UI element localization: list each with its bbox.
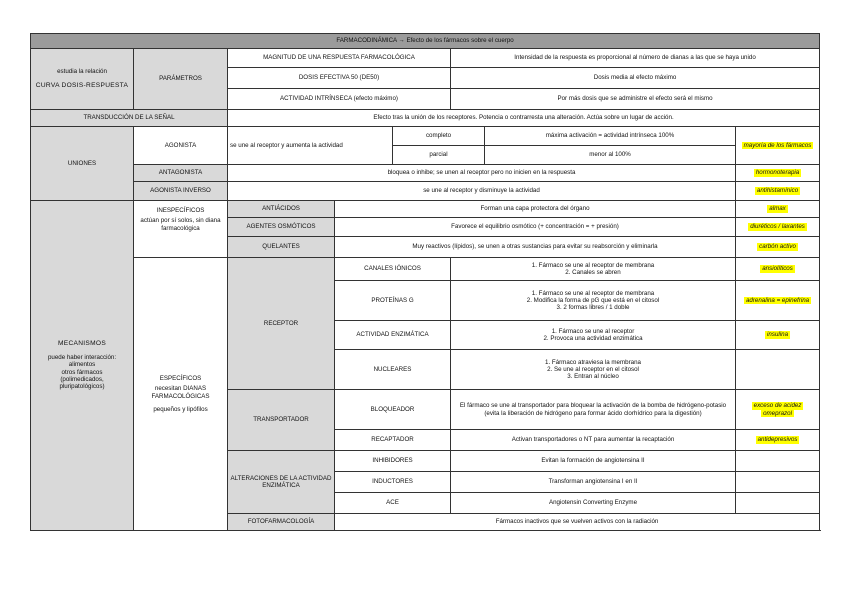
transduction-label: TRANSDUCCIÓN DE LA SEÑAL	[31, 110, 228, 127]
nonspecific-name: ANTIÁCIDOS	[228, 201, 335, 218]
nonspecific-title: INESPECÍFICOS	[156, 207, 205, 214]
enzyme-desc: Angiotensin Converting Enzyme	[451, 493, 736, 514]
receptor-type: NUCLEARES	[335, 350, 451, 390]
param-desc: Por más dosis que se administre el efecto será el mismo	[451, 89, 820, 110]
receptor-example	[736, 258, 820, 281]
agonist-label: AGONISTA	[134, 127, 228, 165]
agonist-sub-name: parcial	[393, 146, 485, 165]
pharmacodynamics-table	[30, 33, 820, 531]
example-highlight: diuréticos / laxantes	[750, 223, 805, 231]
receptor-steps	[451, 258, 736, 281]
specific-label	[134, 258, 228, 531]
nonspecific-desc: Favorece el equilibrio osmótico (+ concentración = + presión)	[335, 218, 736, 237]
antagonist-desc: bloquea o inhibe; se unen al receptor pero no inicien en la respuesta	[228, 165, 736, 182]
param-name: MAGNITUD DE UNA RESPUESTA FARMACOLÓGICA	[228, 49, 451, 68]
interaction-note: pluripatológicos)	[59, 383, 105, 391]
nonspecific-name: AGENTES OSMÓTICOS	[228, 218, 335, 237]
agonist-sub-desc: máxima activación = actividad intrínseca 100%	[485, 127, 736, 146]
enzyme-example	[736, 493, 820, 514]
agonist-example	[736, 127, 820, 165]
step-line: 1. Fármaco se une al receptor de membrana	[531, 261, 655, 269]
example-highlight: carbón activo	[759, 243, 796, 251]
transporter-type: RECAPTADOR	[335, 430, 451, 451]
example-highlight: ansiolíticos	[762, 265, 793, 273]
agonist-sub-desc: menor al 100%	[485, 146, 736, 165]
enzyme-example	[736, 472, 820, 493]
receptor-type: ACTIVIDAD ENZIMÁTICA	[335, 321, 451, 350]
enzyme-desc: Evitan la formación de angiotensina II	[451, 451, 736, 472]
parameters-label: PARÁMETROS	[134, 49, 228, 110]
dose-response-label	[31, 49, 134, 110]
receptor-example	[736, 321, 820, 350]
transporter-type: BLOQUEADOR	[335, 390, 451, 430]
inverse-agonist-example	[736, 182, 820, 201]
interaction-note: (polimedicados,	[60, 376, 104, 384]
param-name: ACTIVIDAD INTRÍNSECA (efecto máximo)	[228, 89, 451, 110]
interaction-note: puede haber interacción:	[47, 354, 117, 362]
interaction-note: otros fármacos	[61, 368, 103, 376]
antagonist-label: ANTAGONISTA	[134, 165, 228, 182]
photopharmacology-desc: Fármacos inactivos que se vuelven activos con la radiación	[335, 514, 820, 531]
nonspecific-label	[134, 201, 228, 258]
receptor-label: RECEPTOR	[228, 258, 335, 390]
nonspecific-example	[736, 218, 820, 237]
interaction-note: alimentos	[68, 361, 96, 369]
step-line: 3. Entran al núcleo	[567, 373, 619, 381]
transporter-desc: El fármaco se une al transportador para bloquear la activación de la bomba de hidrógeno-potasio (evita la liberación de hidrógeno para formar ácido clorhídrico para la digestión)	[451, 390, 736, 430]
nonspecific-example	[736, 201, 820, 218]
step-line: 2. Modifica la forma de pG que está en el citosol	[526, 296, 660, 304]
receptor-steps	[451, 321, 736, 350]
inverse-agonist-desc: se une al receptor y disminuye la actividad	[228, 182, 736, 201]
param-desc: Intensidad de la respuesta es proporcional al número de dianas a las que se haya unido	[451, 49, 820, 68]
receptor-steps	[451, 350, 736, 390]
enzyme-type: ACE	[335, 493, 451, 514]
transporter-desc: Activan transportadores o NT para aumentar la recaptación	[451, 430, 736, 451]
agonist-desc: se une al receptor y aumenta la actividad	[228, 127, 393, 165]
receptor-type: PROTEÍNAS G	[335, 281, 451, 321]
photopharmacology-label: FOTOFARMACOLOGÍA	[228, 514, 335, 531]
specific-desc: necesitan DIANAS FARMACOLÓGICAS	[151, 385, 210, 400]
step-line: 3. 2 formas libres / 1 doble	[556, 304, 630, 312]
transporter-example	[736, 430, 820, 451]
receptor-example	[736, 281, 820, 321]
antagonist-example	[736, 165, 820, 182]
transduction-desc: Efecto tras la unión de los receptores. Potencia o contrarresta una alteración. Actúa sobre un lugar de acción.	[228, 110, 820, 127]
example-highlight: antihistamínico	[756, 187, 799, 195]
nonspecific-example	[736, 237, 820, 258]
enzyme-desc: Transforman angiotensina I en II	[451, 472, 736, 493]
enzyme-type: INHIBIDORES	[335, 451, 451, 472]
unions-label: UNIONES	[31, 127, 134, 201]
nonspecific-desc: Muy reactivos (lípidos), se unen a otras sustancias para evitar su reabsorción y eliminarla	[335, 237, 736, 258]
example-highlight: hormonoterapia	[755, 169, 800, 177]
agonist-sub-name: completo	[393, 127, 485, 146]
dose-response-title: CURVA DOSIS-RESPUESTA	[35, 81, 129, 89]
nonspecific-desc: Forman una capa protectora del órgano	[335, 201, 736, 218]
example-highlight: exceso de acidez	[753, 402, 802, 410]
enzyme-type: INDUCTORES	[335, 472, 451, 493]
step-line: 2. Se une al receptor en el citosol	[547, 365, 639, 373]
mechanisms-label	[31, 201, 134, 531]
nonspecific-desc: actúan por sí solos, sin diana farmacológica	[140, 217, 221, 232]
specific-title: ESPECÍFICOS	[159, 374, 202, 382]
step-line: 1. Fármaco se une al receptor de membrana	[531, 289, 655, 297]
example-highlight: insulina	[767, 331, 789, 339]
transporter-example	[736, 390, 820, 430]
step-line: 1. Fármaco se une al receptor	[551, 327, 635, 335]
table-title: FARMACODINÁMICA → Efecto de los fármacos sobre el cuerpo	[31, 34, 820, 49]
specific-size: pequeños y lipófilos	[153, 405, 208, 413]
nonspecific-name: QUELANTES	[228, 237, 335, 258]
transporter-label: TRANSPORTADOR	[228, 390, 335, 451]
mechanisms-title: MECANISMOS	[57, 340, 107, 348]
inverse-agonist-label: AGONISTA INVERSO	[134, 182, 228, 201]
receptor-type: CANALES IÓNICOS	[335, 258, 451, 281]
example-highlight: almax	[769, 205, 786, 213]
param-desc: Dosis media al efecto máximo	[451, 68, 820, 89]
example-highlight: omeprazol	[763, 409, 792, 417]
enzyme-example	[736, 451, 820, 472]
enzyme-alteration-label: ALTERACIONES DE LA ACTIVIDAD ENZIMÁTICA	[228, 451, 335, 514]
step-line: 2. Canales se abren	[565, 269, 621, 276]
receptor-example	[736, 350, 820, 390]
param-name: DOSIS EFECTIVA 50 (DE50)	[228, 68, 451, 89]
step-line: 1. Fármaco atraviesa la membrana	[545, 358, 641, 366]
example-highlight: antidepresivos	[757, 436, 798, 444]
receptor-steps	[451, 281, 736, 321]
example-highlight: adrenalina = epinefrina	[745, 296, 810, 304]
example-highlight: mayoría de los fármacos	[743, 141, 812, 149]
step-line: 2. Provoca una actividad enzimática	[543, 335, 643, 342]
dose-response-top: estudia la relación	[57, 68, 107, 76]
